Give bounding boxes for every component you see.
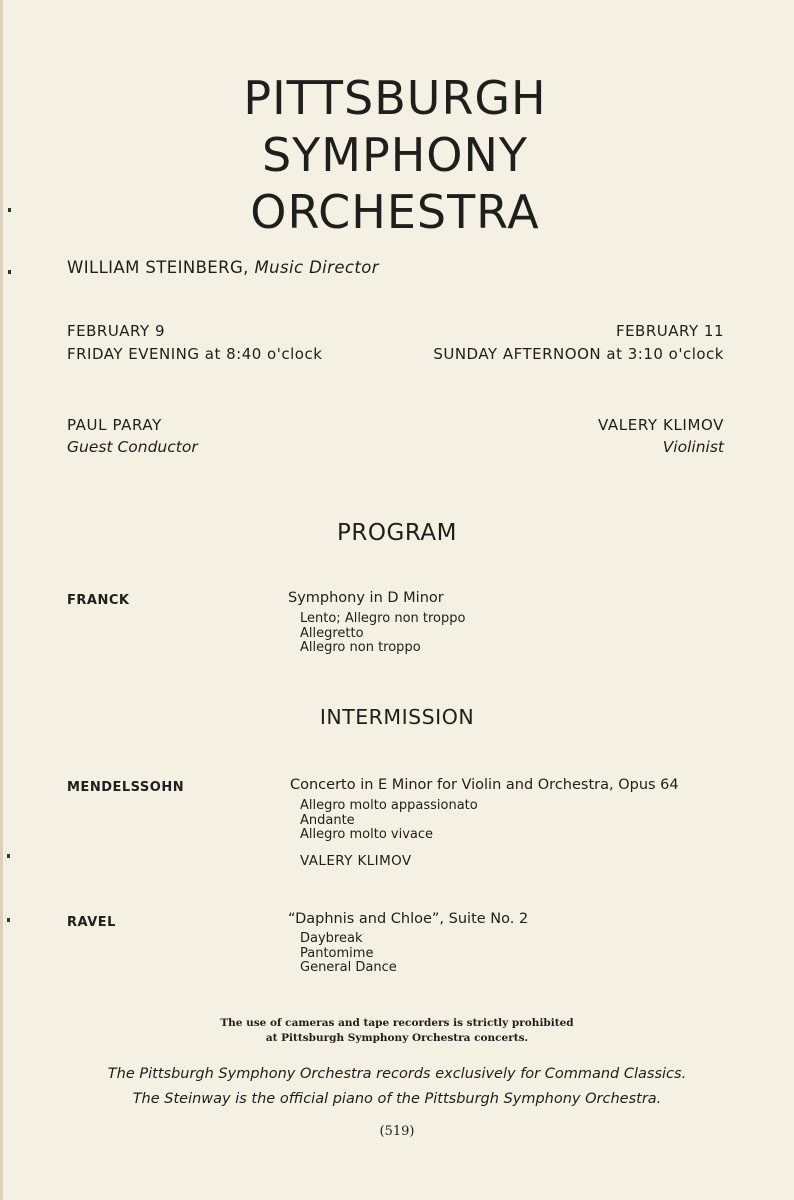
orchestra-title: [180, 70, 610, 241]
movement: Allegro molto appassionato: [300, 798, 478, 813]
title-line: PITTSBURGH: [243, 71, 547, 125]
time-left: FRIDAY EVENING at 8:40 o'clock: [67, 345, 323, 363]
conductor-role: Guest Conductor: [67, 438, 198, 456]
movement-list: [300, 932, 397, 976]
margin-mark: [7, 918, 10, 922]
credits: [0, 1062, 794, 1112]
movement: Daybreak: [300, 931, 363, 946]
work-title: “Daphnis and Chloe”, Suite No. 2: [288, 911, 529, 927]
notice-line: The use of cameras and tape recorders is strictly prohibited: [220, 1017, 574, 1029]
director-title: Music Director: [254, 258, 379, 277]
movement: Pantomime: [300, 945, 374, 961]
director-name: WILLIAM STEINBERG,: [67, 258, 249, 277]
title-line: SYMPHONY: [261, 128, 529, 182]
date-right: FEBRUARY 11: [615, 322, 724, 340]
movement: Lento; Allegro non troppo: [300, 611, 466, 626]
soloist-name: VALERY KLIMOV: [598, 416, 724, 434]
date-left: FEBRUARY 9: [67, 322, 165, 340]
piece-soloist: VALERY KLIMOV: [300, 853, 412, 869]
margin-mark: [8, 208, 11, 212]
movement: Allegretto: [300, 625, 364, 641]
credit-line: The Steinway is the official piano of the Pittsburgh Symphony Orchestra.: [132, 1091, 662, 1107]
movement: Allegro non troppo: [300, 640, 421, 655]
notice-line: at Pittsburgh Symphony Orchestra concerts.: [265, 1032, 529, 1044]
movement: General Dance: [300, 960, 397, 975]
conductor-name: PAUL PARAY: [67, 416, 162, 434]
page-number: (519): [379, 1124, 415, 1139]
recording-notice: [0, 1016, 794, 1046]
intermission-heading: INTERMISSION: [319, 705, 475, 729]
composer-ravel: RAVEL: [67, 915, 116, 930]
composer-mendelssohn: MENDELSSOHN: [67, 780, 185, 795]
movement: Andante: [300, 812, 355, 828]
title-line: ORCHESTRA: [250, 185, 540, 239]
movement-list: [300, 799, 478, 843]
music-director: [67, 258, 379, 277]
margin-mark: [8, 270, 11, 274]
margin-mark: [7, 854, 10, 858]
work-title: Symphony in D Minor: [288, 590, 444, 606]
movement: Allegro molto vivace: [300, 827, 434, 842]
movement-list: [300, 612, 465, 656]
program-heading: PROGRAM: [337, 520, 457, 546]
composer-franck: FRANCK: [67, 593, 130, 608]
soloist-role: Violinist: [662, 438, 724, 456]
work-title: Concerto in E Minor for Violin and Orchestra, Opus 64: [290, 777, 679, 793]
time-right: SUNDAY AFTERNOON at 3:10 o'clock: [433, 345, 724, 363]
credit-line: The Pittsburgh Symphony Orchestra records exclusively for Command Classics.: [107, 1066, 687, 1082]
